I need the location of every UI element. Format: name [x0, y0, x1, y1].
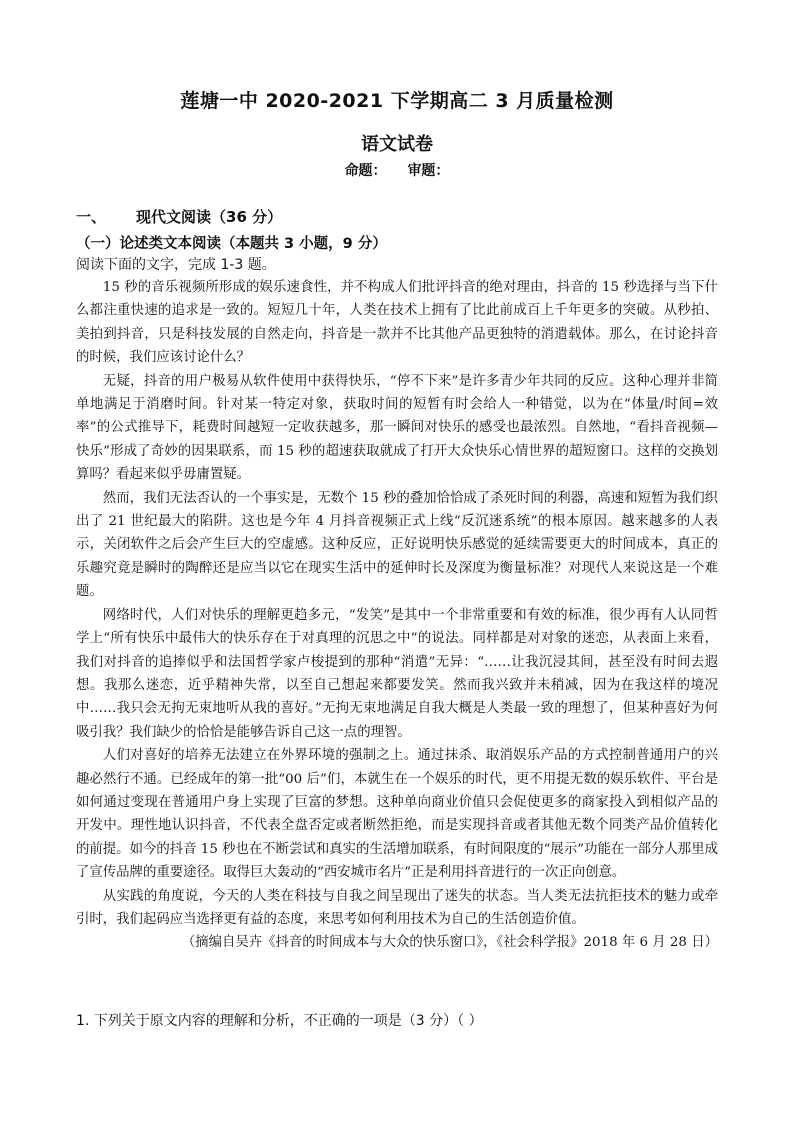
- reviewer-label: 审题：: [407, 163, 450, 179]
- article-paragraph: 人们对喜好的培养无法建立在外界环境的强制之上。通过抹杀、取消娱乐产品的方式控制普通用户的兴趣必然行不通。已经成年的第一批“00 后”们，本就生在一个娱乐的时代，更不用提无数的娱乐软件、平台是如何通过变现在普通用户身上实现了巨富的梦想。这种单向商业价值只会促使更多的商家投入到相似产品的开发中。理性地认识抖音，不代表全盘否定或者断然拒绝，而是实现抖音或者其他无数个同类产品价值转化的前提。如今的抖音 15 秒也在不断尝试和真实的生活增加联系，有时间限度的“展示”功能在一部分人那里成了宣传品牌的重要途径。取得巨大轰动的“西安城市名片”正是利用抖音进行的一次正向创意。: [76, 748, 718, 881]
- reading-instruction: 阅读下面的文字，完成 1-3 题。: [76, 257, 276, 273]
- article-paragraph: 从实践的角度说，今天的人类在科技与自我之间呈现出了迷失的状态。当人类无法抗拒技术的魅力或牵引时，我们起码应当选择更有益的态度，来思考如何利用技术为自己的生活创造价值。: [76, 888, 718, 927]
- article-paragraph: 15 秒的音乐视频所形成的娱乐速食性，并不构成人们批评抖音的绝对理由，抖音的 15 秒选择与当下什么都注重快速的追求是一致的。短短几十年，人类在技术上拥有了比此前成百上千年更多的突破。从秒拍、美拍到抖音，只是科技发展的自然走向，抖音是一款并不比其他产品更独特的消遣载体。那么，在讨论抖音的时候，我们应该讨论什么？: [76, 280, 718, 366]
- setters-line: [0, 160, 794, 180]
- exam-title: 莲塘一中 2020-2021 下学期高二 3 月质量检测: [180, 90, 614, 112]
- article-paragraph: 网络时代，人们对快乐的理解更趋多元，“发笑”是其中一个非常重要和有效的标准，很少再有人认同哲学上“所有快乐中最伟大的快乐存在于对真理的沉思之中”的说法。同样都是对对象的迷恋，从表面上来看，我们对抖音的追捧似乎和法国哲学家卢梭提到的那种“消遣”无异：“……让我沉浸其间，甚至没有时间去遐想。我那么迷恋，近乎精神失常，以至自己想起来都要发笑。然而我兴致并未稍减，因为在我这样的境况中……我只会无拘无束地听从我的喜好。”无拘无束地满足自我大概是人类最一致的理想了，但某种喜好为何吸引我？我们缺少的恰恰是能够告诉自己这一点的理智。: [76, 607, 718, 740]
- question-1: 1. 下列关于原文内容的理解和分析，不正确的一项是（3 分）（ ）: [76, 1013, 483, 1029]
- section-title: 现代文阅读（36 分）: [136, 208, 283, 226]
- subsection-heading: （一）论述类文本阅读（本题共 3 小题，9 分）: [76, 236, 387, 252]
- article-paragraph: 然而，我们无法否认的一个事实是，无数个 15 秒的叠加恰恰成了杀死时间的利器，高速和短暂为我们织出了 21 世纪最大的陷阱。这也是今年 4 月抖音视频正式上线“反沉迷系统”的根本原因。越来越多的人表示，关闭软件之后会产生巨大的空虚感。这种反应，正好说明快乐感觉的延续需要更大的时间成本，真正的乐趣究竟是瞬时的陶醉还是应当以它在现实生活中的延伸时长及深度为衡量标准？对现代人来说这是一个难题。: [76, 490, 718, 600]
- article-paragraph: 无疑，抖音的用户极易从软件使用中获得快乐，“停不下来”是许多青少年共同的反应。这种心理并非简单地满足于消磨时间。针对某一特定对象，获取时间的短暂有时会给人一种错觉，以为在“体量/时间=效率”的公式推导下，耗费时间越短一定收获越多，那一瞬间对快乐的感受也最浓烈。自然地，“看抖音视频—快乐”形成了奇妙的因果联系，而 15 秒的超速获取就成了打开大众快乐心情世界的超短窗口。这样的交换划算吗？看起来似乎毋庸置疑。: [76, 373, 718, 483]
- article-body: [76, 276, 718, 955]
- article-source: （摘编自吴卉《抖音的时间成本与大众的快乐窗口》，《社会科学报》2018 年 6 月 28 日）: [181, 935, 718, 951]
- section-heading: [76, 206, 282, 227]
- setter-label: 命题：: [344, 163, 387, 179]
- section-number: 一、: [76, 208, 107, 226]
- exam-subtitle: 语文试卷: [361, 134, 433, 155]
